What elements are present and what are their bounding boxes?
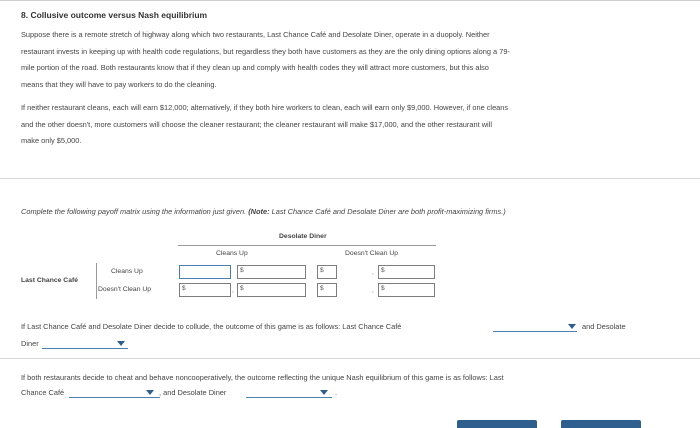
section-divider (0, 178, 700, 179)
question-title: 8. Collusive outcome versus Nash equilibrium (21, 10, 208, 20)
value-separator: , (372, 287, 374, 294)
row-header-cleans-up: Cleans Up (111, 268, 143, 275)
chevron-down-icon[interactable] (117, 341, 125, 346)
payoff-input-lcc-doesnt-dd-doesnt-dd[interactable]: $ (378, 283, 398, 297)
collude-question-text: If Last Chance Café and Desolate Diner decide to collude, the outcome of this game is as follows: Last Chance Café (21, 322, 402, 331)
payoff-input-lcc-cleans-dd-doesnt-lcc[interactable]: $ (317, 265, 337, 279)
scenario-paragraph-1 (21, 27, 633, 93)
top-border (0, 0, 700, 1)
matrix-top-rule (178, 245, 436, 246)
payoff-input-value[interactable] (250, 283, 306, 297)
payoff-input-lcc-doesnt-dd-cleans-lcc[interactable]: $ (179, 283, 199, 297)
scenario-paragraph-2 (21, 100, 633, 150)
chevron-down-icon[interactable] (146, 390, 154, 395)
column-header-doesnt-clean-up: Doesn't Clean Up (345, 250, 399, 257)
row-player-label: Last Chance Café (21, 277, 79, 284)
scenario-line: and the other doesn't, more customers will choose the cleaner restaurant; the cleaner restaurant will make $17,000, and the other restaurant will (21, 119, 492, 129)
chevron-down-icon[interactable] (568, 324, 576, 329)
nash-question-mid: , and Desolate Diner (159, 388, 227, 397)
scenario-line: make only $5,000. (21, 136, 82, 145)
payoff-input-lcc-cleans-dd-cleans-lcc[interactable] (179, 265, 231, 279)
collude-dd-dropdown[interactable] (42, 338, 128, 349)
scenario-line: mile portion of the road. Both restaurants know that if they clean up and comply with health codes they will attract more customers, but this also (21, 63, 489, 72)
payoff-input-value[interactable] (391, 265, 435, 279)
payoff-input-value[interactable] (391, 283, 435, 297)
column-header-cleans-up: Cleans Up (216, 250, 248, 257)
payoff-input-value[interactable] (192, 283, 231, 297)
value-separator: , (232, 287, 234, 294)
scenario-line: means that they will have to pay workers to do the cleaning. (21, 79, 217, 89)
matrix-left-rule (96, 263, 97, 299)
payoff-input-lcc-cleans-dd-cleans-dd[interactable]: $ (237, 265, 257, 279)
grade-button[interactable] (457, 420, 537, 428)
collude-question-line2: Diner (21, 339, 39, 348)
scenario-line: If neither restaurant cleans, each will earn $12,000; alternatively, if they both hire workers to clean, each will earn only $9,000. However, if one cleans (21, 103, 509, 112)
nash-question-text: If both restaurants decide to cheat and behave noncooperatively, the outcome reflecting the unique Nash equilibrium of this game is as follows: Last (21, 373, 504, 382)
value-separator: , (372, 269, 374, 276)
nash-question-line2: Chance Café (21, 388, 65, 397)
section-divider (0, 358, 700, 359)
payoff-input-lcc-cleans-dd-doesnt-dd[interactable]: $ (378, 265, 398, 279)
note-label: (Note: (248, 207, 270, 216)
scenario-line: Suppose there is a remote stretch of highway along which two restaurants, Last Chance Café and Desolate Diner, operate in a duopoly. Neither (21, 30, 490, 39)
row-header-doesnt-clean-up: Doesn't Clean Up (98, 286, 152, 293)
scenario-line: restaurant invests in keeping up with health code regulations, but regardless they both have customers as they are the only dining options along a 79- (21, 46, 510, 56)
column-player-label: Desolate Diner (279, 233, 327, 240)
payoff-input-value[interactable] (250, 265, 306, 279)
chevron-down-icon[interactable] (320, 390, 328, 395)
instruction-text: Complete the following payoff matrix using the information just given. (Note: Last Chance Café and Desolate Diner are both profit-maximizing firms.) (21, 207, 506, 216)
nash-question-end: . (335, 388, 338, 397)
payoff-input-lcc-doesnt-dd-cleans-dd[interactable]: $ (237, 283, 257, 297)
save-button[interactable] (561, 420, 641, 428)
collude-question-mid: and Desolate (582, 322, 626, 331)
payoff-input-lcc-doesnt-dd-doesnt-lcc[interactable]: $ (317, 283, 337, 297)
collude-lcc-dropdown[interactable] (493, 321, 577, 332)
